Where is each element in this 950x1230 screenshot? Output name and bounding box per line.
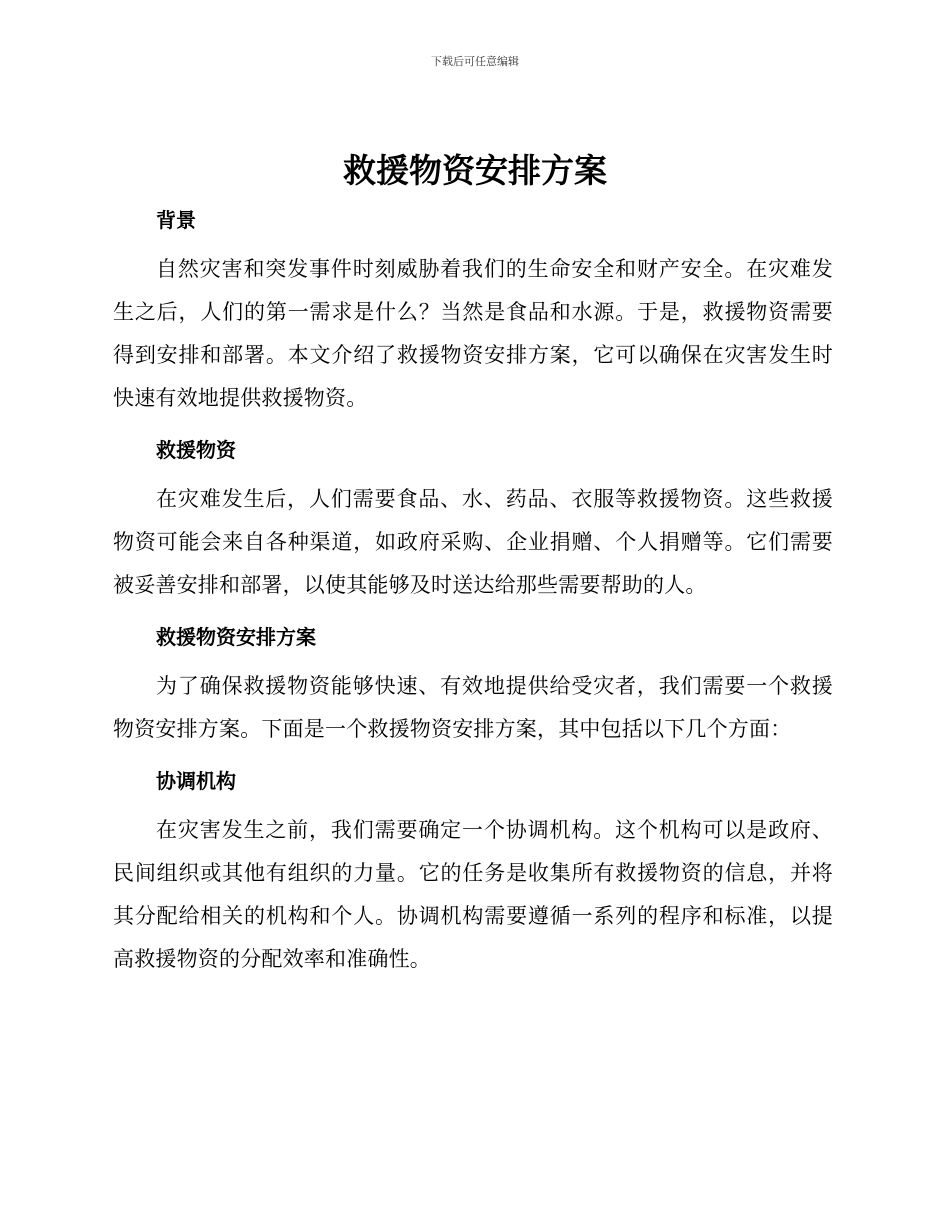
section-paragraph: 自然灾害和突发事件时刻威胁着我们的生命安全和财产安全。在灾难发生之后，人们的第一需求是什么？当然是食品和水源。于是，救援物资需要得到安排和部署。本文介绍了救援物资安排方案，它可以确保在灾害发生时快速有效地提供救援物资。 xyxy=(113,257,833,410)
section-coordination-agency xyxy=(113,765,833,981)
page-header-note: 下载后可任意编辑 xyxy=(431,55,519,68)
section-paragraph: 在灾害发生之前，我们需要确定一个协调机构。这个机构可以是政府、民间组织或其他有组织的力量。它的任务是收集所有救援物资的信息，并将其分配给相关的机构和个人。协调机构需要遵循一系列的程序和标准，以提高救援物资的分配效率和准确性。 xyxy=(113,818,833,971)
section-paragraph: 在灾难发生后，人们需要食品、水、药品、衣服等救援物资。这些救援物资可能会来自各种渠道，如政府采购、企业捐赠、个人捐赠等。它们需要被妥善安排和部署，以使其能够及时送达给那些需要帮助的人。 xyxy=(113,487,833,597)
section-heading: 救援物资安排方案 xyxy=(156,625,316,649)
section-background xyxy=(113,204,833,420)
document-title: 救援物资安排方案 xyxy=(343,151,607,190)
section-relief-supplies xyxy=(113,434,833,607)
section-arrangement-plan xyxy=(113,621,833,751)
document-body xyxy=(113,204,833,995)
section-heading: 救援物资 xyxy=(156,438,236,462)
section-heading: 协调机构 xyxy=(156,769,236,793)
section-heading: 背景 xyxy=(156,208,196,232)
section-paragraph: 为了确保救援物资能够快速、有效地提供给受灾者，我们需要一个救援物资安排方案。下面是一个救援物资安排方案，其中包括以下几个方面： xyxy=(113,674,833,741)
